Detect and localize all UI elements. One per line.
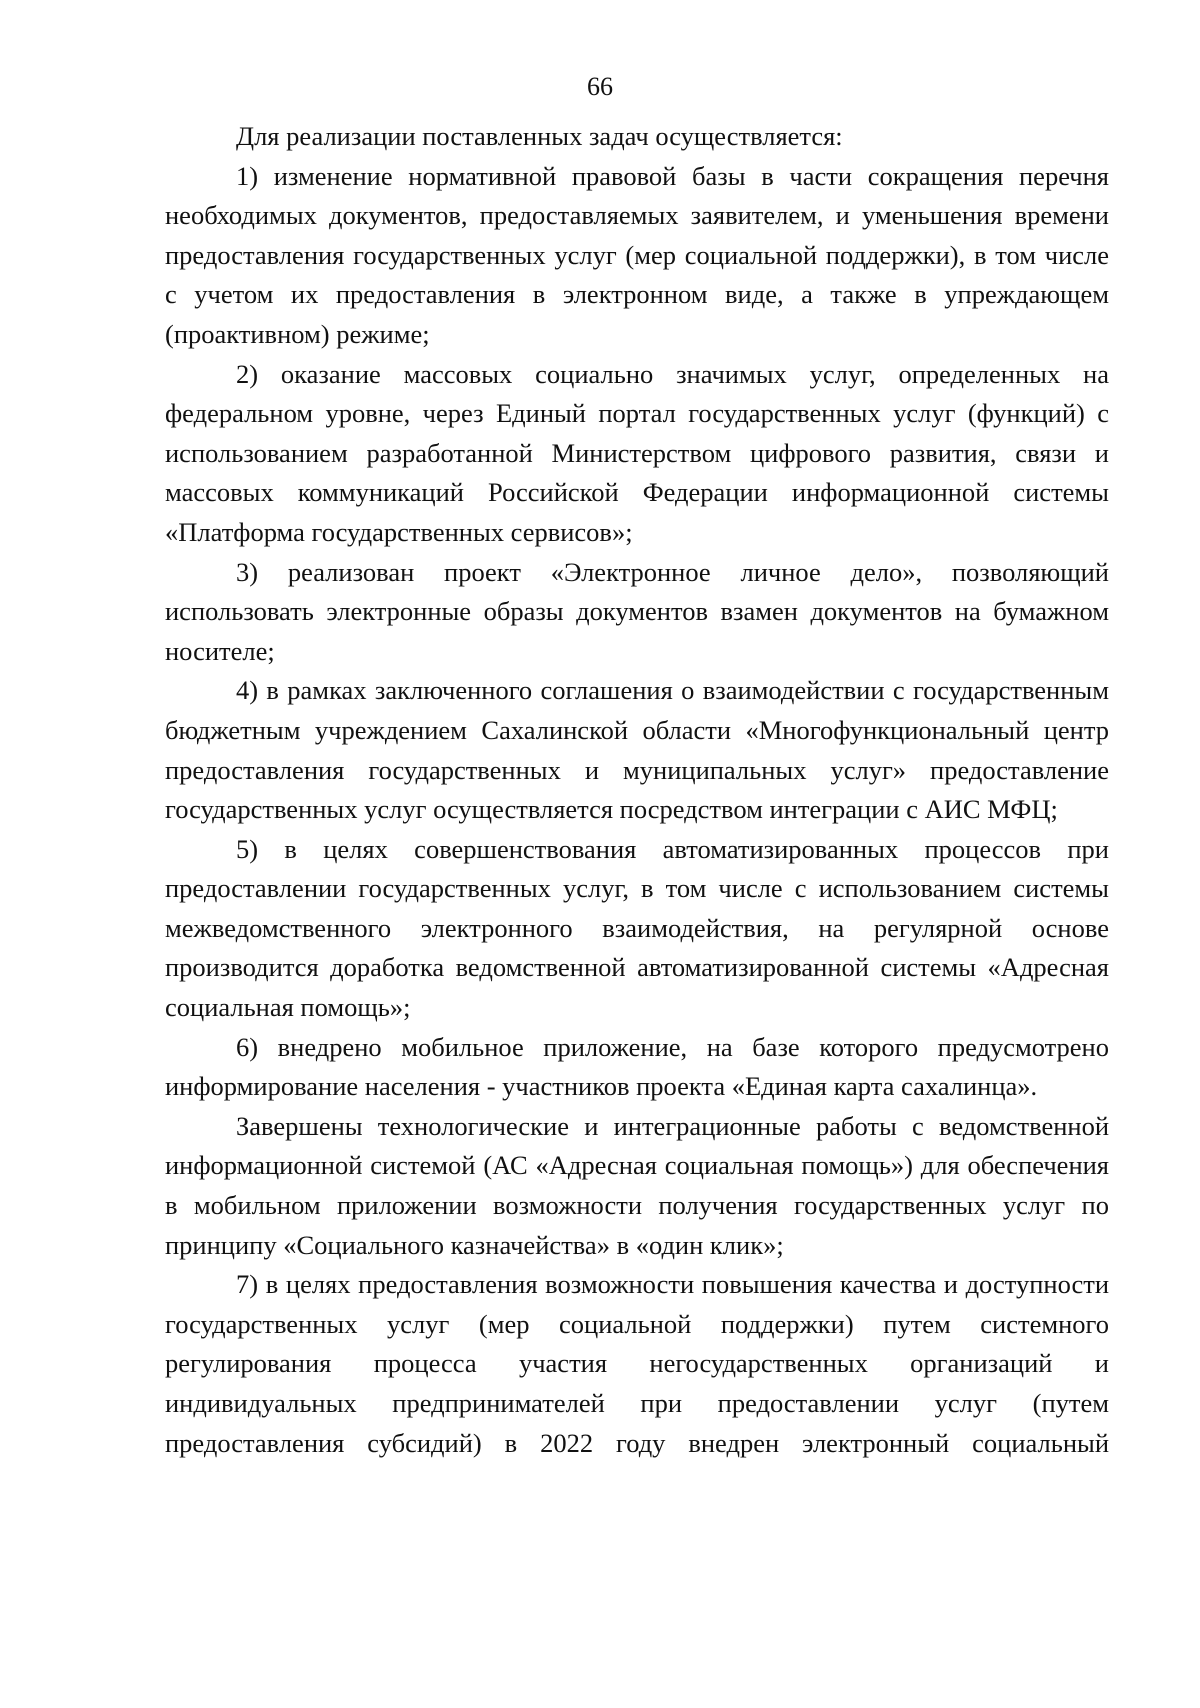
list-item-4: 4) в рамках заключенного соглашения о взаимодействии с государственным бюджетным учреждением Сахалинской области «Многофункциональный центр предоставления государственных и муниципальных услуг» предоставление государственных услуг осуществляется посредством интеграции с АИС МФЦ; (165, 675, 1109, 825)
list-item-5: 5) в целях совершенствования автоматизированных процессов при предоставлении государственных услуг, в том числе с использованием системы межведомственного электронного взаимодействия, на регулярной основе производится доработка ведомственной автоматизированной системы «Адресная социальная помощь»; (165, 833, 1109, 1023)
completion-paragraph: Завершены технологические и интеграционные работы с ведомственной информационной системой (АС «Адресная социальная помощь») для обеспечения в мобильном приложении возможности получения государственных услуг по принципу «Социального казначейства» в «один клик»; (165, 1110, 1109, 1260)
intro-paragraph: Для реализации поставленных задач осуществляется: (236, 121, 843, 151)
list-item-6: 6) внедрено мобильное приложение, на базе которого предусмотрено информирование населения - участников проекта «Единая карта сахалинца». (165, 1031, 1109, 1102)
list-item-3: 3) реализован проект «Электронное личное дело», позволяющий использовать электронные образы документов взамен документов на бумажном носителе; (165, 556, 1109, 666)
document-body (165, 117, 1109, 1463)
page-number: 66 (587, 72, 613, 101)
list-item-7: 7) в целях предоставления возможности повышения качества и доступности государственных услуг (мер социальной поддержки) путем системного регулирования процесса участия негосударственных организаций и индивидуальных предпринимателей при предоставлении услуг (путем предоставления субсидий) в 2022 году внедрен электронный социальный (165, 1269, 1109, 1458)
list-item-1: 1) изменение нормативной правовой базы в части сокращения перечня необходимых документов, предоставляемых заявителем, и уменьшения времени предоставления государственных услуг (мер социальной поддержки), в том числе с учетом их предоставления в электронном виде, а также в упреждающем (проактивном) режиме; (165, 160, 1109, 349)
list-item-2: 2) оказание массовых социально значимых услуг, определенных на федеральном уровне, через Единый портал государственных услуг (функций) с использованием разработанной Министерством цифрового развития, связи и массовых коммуникаций Российской Федерации информационной системы «Платформа государственных сервисов»; (165, 358, 1109, 547)
